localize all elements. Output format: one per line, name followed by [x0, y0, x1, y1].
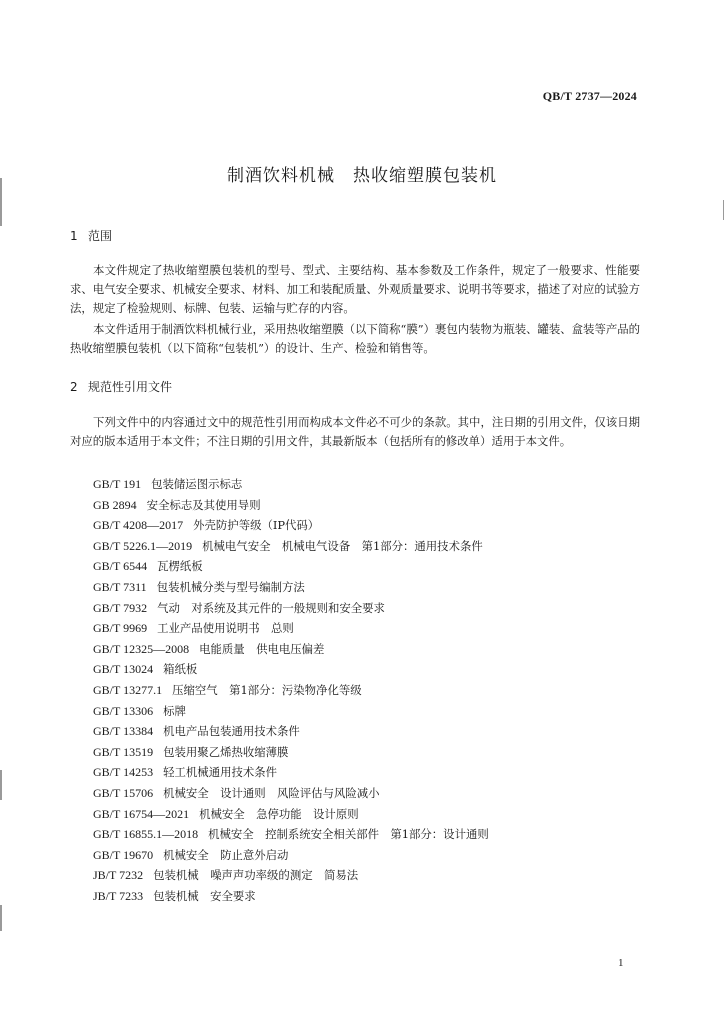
- reference-code: GB/T 13277.1: [93, 682, 163, 697]
- reference-code: JB/T 7233: [93, 888, 144, 903]
- section-heading-scope: [70, 227, 112, 244]
- reference-title: 气动 对系统及其元件的一般规则和安全要求: [157, 600, 385, 615]
- reference-code: GB/T 4208—2017: [93, 518, 184, 533]
- scope-paragraph-1: 本文件规定了热收缩塑膜包装机的型号、型式、主要结构、基本参数及工作条件，规定了一般要求、性能要求、电气安全要求、机械安全要求、材料、加工和装配质量、外观质量要求、说明书等要求，描述了对应的试验方法，规定了检验规则、标牌、包装、运输与贮存的内容。: [70, 263, 640, 315]
- reference-code: GB/T 15706: [93, 785, 154, 800]
- reference-item: [93, 886, 489, 907]
- reference-code: GB/T 19670: [93, 847, 154, 862]
- standard-code: QB/T 2737—2024: [542, 89, 637, 103]
- reference-title: 箱纸板: [163, 662, 198, 677]
- reference-item: [93, 639, 489, 660]
- reference-item: [93, 680, 489, 701]
- reference-code: GB/T 12325—2008: [93, 641, 190, 656]
- reference-title: 机电产品包装通用技术条件: [163, 724, 300, 739]
- scope-paragraph-2: 本文件适用于制酒饮料机械行业，采用热收缩塑膜（以下简称“膜”）裹包内装物为瓶装、罐装、盒装等产品的热收缩塑膜包装机（以下简称“包装机”）的设计、生产、检验和销售等。: [70, 322, 641, 355]
- reference-title: 机械安全 控制系统安全相关部件 第1部分：设计通则: [208, 827, 489, 842]
- document-title: 制酒饮料机械 热收缩塑膜包装机: [227, 166, 497, 186]
- section-title: 规范性引用文件: [88, 380, 173, 394]
- reference-item: [93, 618, 489, 639]
- scan-edge-mark: [0, 770, 2, 800]
- page-number: 1: [618, 957, 624, 969]
- reference-title: 机械安全 急停功能 设计原则: [199, 806, 359, 821]
- reference-item: [93, 598, 489, 619]
- section-heading-normative-references: [70, 378, 172, 395]
- reference-item: [93, 824, 489, 845]
- scan-edge-mark: [0, 178, 2, 226]
- reference-title: 瓦楞纸板: [157, 559, 203, 574]
- section-title: 范围: [88, 229, 113, 243]
- reference-code: GB/T 16855.1—2018: [93, 827, 199, 842]
- reference-item: [93, 783, 489, 804]
- reference-item: [93, 721, 489, 742]
- reference-title: 电能质量 供电电压偏差: [199, 641, 325, 656]
- reference-code: GB/T 13024: [93, 662, 154, 677]
- reference-item: [93, 515, 489, 536]
- reference-title: 压缩空气 第1部分：污染物净化等级: [172, 682, 362, 697]
- reference-code: GB/T 13384: [93, 724, 154, 739]
- reference-code: GB/T 13519: [93, 744, 154, 759]
- reference-code: GB/T 13306: [93, 703, 154, 718]
- reference-list: [93, 474, 489, 906]
- reference-title: 外壳防护等级（IP代码）: [193, 518, 320, 533]
- reference-item: [93, 762, 489, 783]
- section-number: 1: [70, 229, 78, 243]
- reference-code: GB/T 16754—2021: [93, 806, 190, 821]
- reference-code: GB/T 14253: [93, 765, 154, 780]
- reference-title: 工业产品使用说明书 总则: [157, 621, 294, 636]
- reference-item: [93, 659, 489, 680]
- references-intro-paragraph: 下列文件中的内容通过文中的规范性引用而构成本文件必不可少的条款。其中，注日期的引用文件，仅该日期对应的版本适用于本文件；不注日期的引用文件，其最新版本（包括所有的修改单）适用于本文件。: [70, 415, 640, 448]
- scan-edge-mark: [0, 905, 2, 931]
- reference-code: GB/T 7932: [93, 600, 148, 615]
- reference-code: GB/T 9969: [93, 621, 148, 636]
- reference-title: 机械安全 防止意外启动: [163, 847, 289, 862]
- reference-item: [93, 742, 489, 763]
- reference-title: 机械安全 设计通则 风险评估与风险减小: [163, 785, 380, 800]
- reference-item: [93, 804, 489, 825]
- reference-title: 包装储运图示标志: [151, 477, 243, 491]
- reference-title: 包装机械分类与型号编制方法: [156, 579, 305, 594]
- reference-title: 标牌: [163, 703, 186, 718]
- reference-code: GB 2894: [93, 497, 137, 512]
- reference-item: [93, 865, 489, 886]
- reference-title: 包装用聚乙烯热收缩薄膜: [163, 744, 289, 759]
- reference-item: [93, 495, 489, 516]
- reference-code: GB/T 6544: [93, 559, 148, 574]
- reference-item: [93, 474, 489, 495]
- reference-item: [93, 536, 489, 557]
- reference-title: 机械电气安全 机械电气设备 第1部分：通用技术条件: [202, 538, 483, 553]
- reference-title: 轻工机械通用技术条件: [163, 765, 278, 780]
- section-number: 2: [70, 380, 78, 394]
- reference-code: GB/T 7311: [93, 579, 147, 594]
- reference-code: JB/T 7232: [93, 868, 144, 883]
- reference-item: [93, 701, 489, 722]
- reference-code: GB/T 5226.1—2019: [93, 538, 193, 553]
- reference-code: GB/T 191: [93, 477, 142, 491]
- reference-item: [93, 556, 489, 577]
- reference-title: 包装机械 安全要求: [153, 888, 256, 903]
- reference-title: 包装机械 噪声声功率级的测定 简易法: [153, 868, 359, 883]
- reference-item: [93, 577, 489, 598]
- reference-item: [93, 845, 489, 866]
- reference-title: 安全标志及其使用导则: [146, 497, 261, 512]
